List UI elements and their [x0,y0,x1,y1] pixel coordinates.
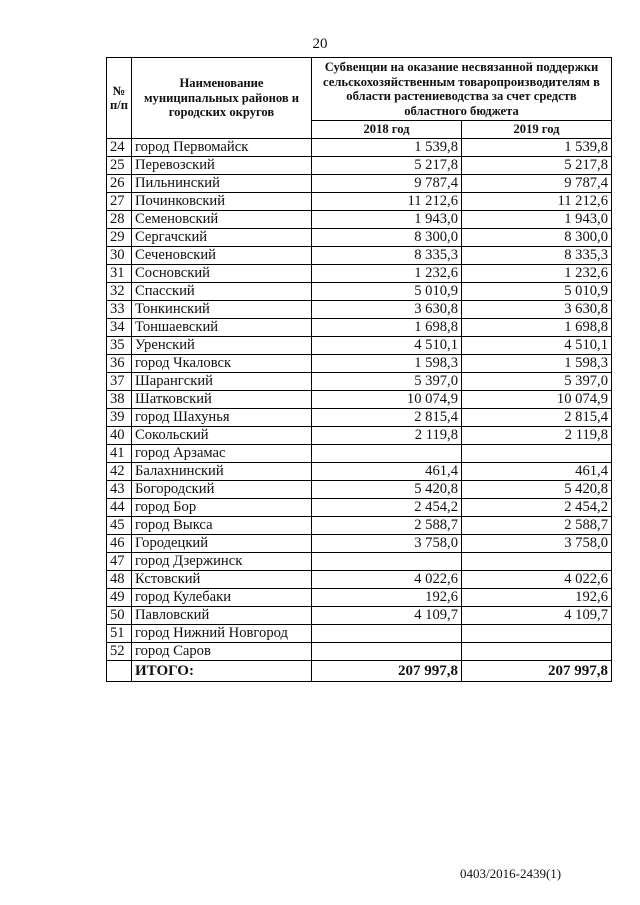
table-row [107,319,612,337]
row-value-2018: 192,6 [312,589,462,607]
row-value-2018: 11 212,6 [312,193,462,211]
row-value-2018: 2 588,7 [312,517,462,535]
row-name: Тоншаевский [132,319,312,337]
table-row [107,553,612,571]
row-value-2018: 1 539,8 [312,139,462,157]
table-row [107,607,612,625]
table-row [107,157,612,175]
row-value-2018: 10 074,9 [312,391,462,409]
row-value-2019: 5 397,0 [462,373,612,391]
total-2019: 207 997,8 [462,661,612,682]
row-value-2019 [462,445,612,463]
row-name: Шатковский [132,391,312,409]
row-number: 32 [107,283,132,301]
total-num-cell [107,661,132,682]
row-value-2019: 1 598,3 [462,355,612,373]
table-row [107,337,612,355]
row-number: 29 [107,229,132,247]
table-row [107,301,612,319]
row-name: Тонкинский [132,301,312,319]
table-row [107,427,612,445]
row-name: город Саров [132,643,312,661]
row-number: 45 [107,517,132,535]
row-number: 51 [107,625,132,643]
row-value-2018: 5 397,0 [312,373,462,391]
row-name: город Шахунья [132,409,312,427]
row-value-2018: 2 119,8 [312,427,462,445]
table-row [107,625,612,643]
row-number: 34 [107,319,132,337]
row-name: город Дзержинск [132,553,312,571]
row-value-2018: 5 010,9 [312,283,462,301]
row-value-2019: 192,6 [462,589,612,607]
table-row [107,211,612,229]
header-num: № п/п [107,58,132,139]
row-number: 39 [107,409,132,427]
row-value-2019: 4 510,1 [462,337,612,355]
row-name: Сергачский [132,229,312,247]
row-value-2018: 1 598,3 [312,355,462,373]
row-value-2019: 1 698,8 [462,319,612,337]
total-label: ИТОГО: [132,661,312,682]
row-value-2019 [462,625,612,643]
table-row [107,265,612,283]
row-name: Спасский [132,283,312,301]
row-name: город Выкса [132,517,312,535]
row-value-2018: 4 109,7 [312,607,462,625]
row-value-2019: 3 630,8 [462,301,612,319]
page-number: 20 [312,36,328,52]
row-number: 28 [107,211,132,229]
row-number: 52 [107,643,132,661]
row-number: 36 [107,355,132,373]
table-row [107,139,612,157]
header-year-2018: 2018 год [312,121,462,139]
table-row [107,355,612,373]
row-name: Перевозский [132,157,312,175]
row-value-2019 [462,643,612,661]
row-value-2019: 9 787,4 [462,175,612,193]
table-row [107,229,612,247]
row-value-2019: 11 212,6 [462,193,612,211]
table-row [107,391,612,409]
row-number: 48 [107,571,132,589]
row-number: 46 [107,535,132,553]
row-value-2018: 5 217,8 [312,157,462,175]
row-number: 50 [107,607,132,625]
row-name: Починковский [132,193,312,211]
row-value-2018: 4 022,6 [312,571,462,589]
row-name: Богородский [132,481,312,499]
row-name: Балахнинский [132,463,312,481]
row-value-2018: 8 300,0 [312,229,462,247]
row-number: 49 [107,589,132,607]
row-value-2018: 8 335,3 [312,247,462,265]
row-value-2019: 4 022,6 [462,571,612,589]
row-value-2018: 1 698,8 [312,319,462,337]
row-number: 31 [107,265,132,283]
table-row [107,571,612,589]
row-name: город Нижний Новгород [132,625,312,643]
table-row [107,193,612,211]
row-number: 38 [107,391,132,409]
row-value-2019 [462,553,612,571]
table-row [107,247,612,265]
row-number: 42 [107,463,132,481]
table-row [107,283,612,301]
table-row [107,643,612,661]
table-row [107,445,612,463]
subsidy-table [106,57,612,682]
row-number: 43 [107,481,132,499]
row-number: 47 [107,553,132,571]
row-number: 27 [107,193,132,211]
row-value-2019: 461,4 [462,463,612,481]
row-value-2018: 3 758,0 [312,535,462,553]
row-number: 25 [107,157,132,175]
row-value-2018: 9 787,4 [312,175,462,193]
row-name: город Чкаловск [132,355,312,373]
table-row [107,481,612,499]
row-value-2019: 2 588,7 [462,517,612,535]
header-year-2019: 2019 год [462,121,612,139]
row-value-2019: 8 300,0 [462,229,612,247]
row-name: Кстовский [132,571,312,589]
row-name: город Кулебаки [132,589,312,607]
row-value-2018: 1 943,0 [312,211,462,229]
table-row [107,175,612,193]
row-value-2018: 2 815,4 [312,409,462,427]
row-number: 40 [107,427,132,445]
table-row [107,409,612,427]
row-number: 37 [107,373,132,391]
row-value-2018: 1 232,6 [312,265,462,283]
row-name: Сокольский [132,427,312,445]
row-number: 41 [107,445,132,463]
row-value-2018 [312,643,462,661]
row-value-2019: 3 758,0 [462,535,612,553]
header-subsidy: Субвенции на оказание несвязанной поддержки сельскохозяйственным товаропроизводителям в области растениеводства за счет средств областного бюджета [312,58,612,121]
header-name: Наименование муниципальных районов и городских округов [132,58,312,139]
row-number: 26 [107,175,132,193]
row-name: город Первомайск [132,139,312,157]
table-row [107,463,612,481]
total-2018: 207 997,8 [312,661,462,682]
table-body [107,139,612,661]
row-name: Семеновский [132,211,312,229]
row-value-2018 [312,445,462,463]
row-value-2019: 1 539,8 [462,139,612,157]
row-name: Уренский [132,337,312,355]
document-code: 0403/2016-2439(1) [460,866,562,881]
row-value-2019: 4 109,7 [462,607,612,625]
row-name: Шарангский [132,373,312,391]
row-name: Павловский [132,607,312,625]
row-number: 35 [107,337,132,355]
table-row [107,589,612,607]
table-row [107,535,612,553]
row-name: город Бор [132,499,312,517]
row-name: Сеченовский [132,247,312,265]
row-value-2019: 1 232,6 [462,265,612,283]
row-name: Сосновский [132,265,312,283]
row-name: Городецкий [132,535,312,553]
table-row [107,373,612,391]
total-row [107,661,612,682]
table-row [107,517,612,535]
row-value-2018: 461,4 [312,463,462,481]
row-value-2018 [312,553,462,571]
row-value-2018: 2 454,2 [312,499,462,517]
row-value-2019: 2 119,8 [462,427,612,445]
row-value-2019: 5 217,8 [462,157,612,175]
row-value-2019: 2 454,2 [462,499,612,517]
row-value-2018 [312,625,462,643]
table-row [107,499,612,517]
row-value-2019: 5 420,8 [462,481,612,499]
row-value-2019: 10 074,9 [462,391,612,409]
row-value-2019: 5 010,9 [462,283,612,301]
row-value-2018: 5 420,8 [312,481,462,499]
row-number: 33 [107,301,132,319]
row-number: 24 [107,139,132,157]
row-value-2019: 1 943,0 [462,211,612,229]
row-number: 30 [107,247,132,265]
row-value-2018: 4 510,1 [312,337,462,355]
row-value-2019: 2 815,4 [462,409,612,427]
row-value-2018: 3 630,8 [312,301,462,319]
row-value-2019: 8 335,3 [462,247,612,265]
row-name: Пильнинский [132,175,312,193]
row-number: 44 [107,499,132,517]
row-name: город Арзамас [132,445,312,463]
